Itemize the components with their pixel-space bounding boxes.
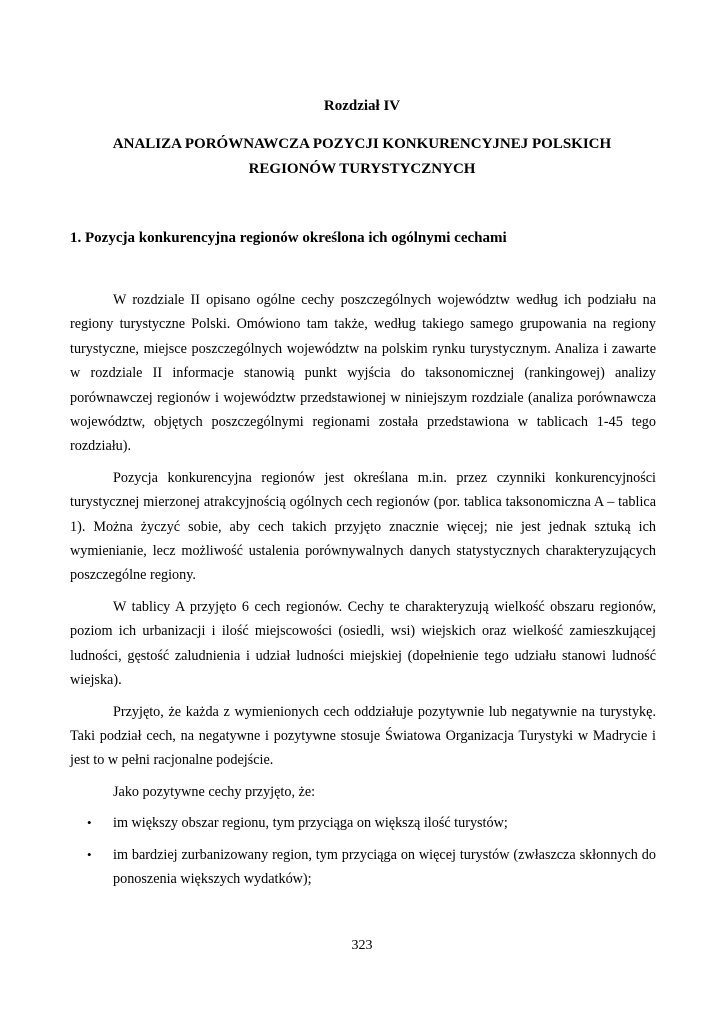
chapter-title-line-2: REGIONÓW TURYSTYCZNYCH	[248, 161, 476, 177]
page-number: 323	[351, 938, 373, 953]
list-item-text: im bardziej zurbanizowany region, tym przyciąga on więcej turystów (zwłaszcza skłonnych do ponoszenia większych wydatków);	[113, 846, 656, 887]
paragraph: Przyjęto, że każda z wymienionych cech oddziałuje pozytywnie lub negatywnie na turystykę. Taki podział cech, na negatywne i pozytywne stosuje Światowa Organizacja Turystyki w Madrycie i jest to w pełni racjonalne podejście.	[70, 703, 656, 769]
chapter-title-line-1: ANALIZA PORÓWNAWCZA POZYCJI KONKURENCYJNEJ POLSKICH	[112, 136, 612, 152]
section-heading: 1. Pozycja konkurencyjna regionów określona ich ogólnymi cechami	[70, 230, 507, 246]
paragraph: Jako pozytywne cechy przyjęto, że:	[113, 783, 316, 800]
paragraph: W rozdziale II opisano ogólne cechy poszczególnych województw według ich podziału na regiony turystyczne Polski. Omówiono tam także, według takiego samego grupowania na regiony turystyczne, miejsce poszczególnych województw na polskim rynku turystycznym. Analiza i zawarte w rozdziale II informacje stanowią punkt wyjścia do taksonomicznej (rankingowej) analizy porównawczej regionów i województw przedstawionej w niniejszym rozdziale (analiza porównawcza województw, objętych poszczególnymi regionami została przedstawiona w tablicach 1-45 tego rozdziału).	[70, 292, 656, 455]
chapter-label: Rozdział IV	[323, 98, 401, 114]
paragraph: Pozycja konkurencyjna regionów jest określana m.in. przez czynniki konkurencyjności turystycznej mierzonej atrakcyjnością ogólnych cech regionów (por. tablica taksonomiczna A – tablica 1). Można życzyć sobie, aby cech takich przyjęto znacznie więcej; nie jest jednak sztuką ich wymienianie, lecz możliwość ustalenia porównywalnych danych statystycznych charakteryzujących poszczególne regiony.	[70, 469, 656, 584]
chapter-title	[70, 132, 654, 182]
bullet-icon: •	[87, 846, 92, 862]
bullet-icon: •	[87, 815, 92, 831]
list-item	[70, 811, 656, 835]
bullet-list	[70, 811, 656, 891]
paragraph: W tablicy A przyjęto 6 cech regionów. Cechy te charakteryzują wielkość obszaru regionów, poziom ich urbanizacji i ilość miejscowości (osiedli, wsi) wiejskich oraz wielkość zamieszkującej ludności, gęstość zaludnienia i udział ludności miejskiej (dopełnienie tego udziału stanowi ludność wiejska).	[70, 598, 656, 689]
body-text	[70, 288, 656, 898]
list-item	[70, 843, 656, 892]
list-item-text: im większy obszar regionu, tym przyciąga on większą ilość turystów;	[113, 815, 508, 832]
